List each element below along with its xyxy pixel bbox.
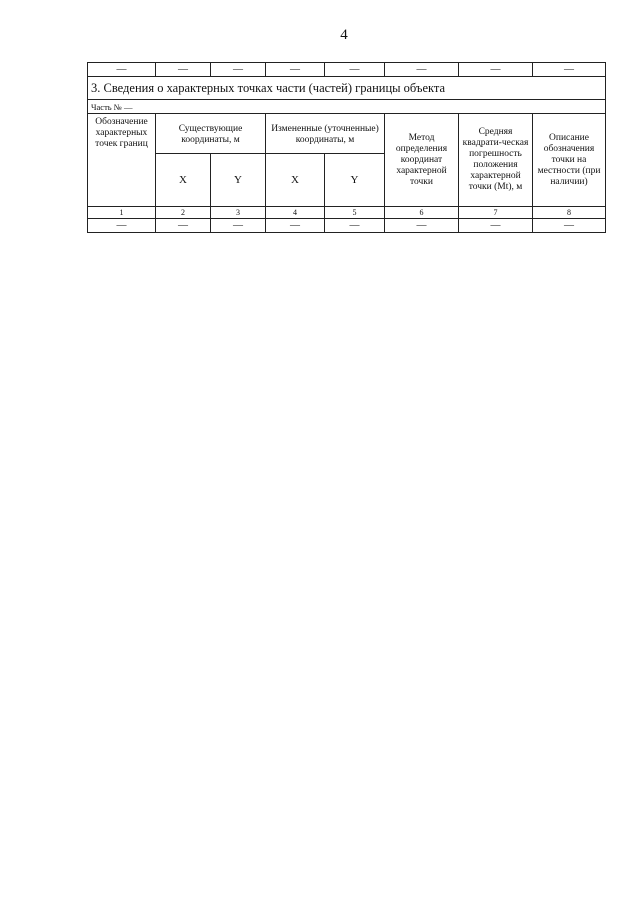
top-dash-row (88, 63, 606, 77)
header-changed-coords-text: Измененные (уточненные) координаты, м (271, 123, 379, 145)
characteristic-points-table (87, 62, 606, 233)
column-number: 5 (325, 207, 385, 219)
column-number: 7 (459, 207, 533, 219)
bottom-dash-cell: — (459, 219, 533, 233)
header-existing-coords-text: Существующие координаты, м (178, 123, 243, 145)
bottom-dash-cell: — (156, 219, 211, 233)
column-number: 4 (266, 207, 325, 219)
top-dash-cell: — (211, 63, 266, 77)
section-title-row (88, 77, 606, 100)
column-number: 3 (211, 207, 266, 219)
part-label: Часть № — (88, 100, 606, 114)
header-existing-x: X (156, 154, 211, 207)
header-accuracy (459, 114, 533, 207)
bottom-dash-cell: — (88, 219, 156, 233)
header-accuracy-text: Средняя квадрати-ческая погрешность положения характерной точки (Mt), м (462, 127, 529, 192)
column-number: 1 (88, 207, 156, 219)
part-row (88, 100, 606, 114)
bottom-dash-cell: — (533, 219, 606, 233)
section-title: 3. Сведения о характерных точках части (частей) границы объекта (88, 77, 606, 100)
bottom-dash-cell: — (385, 219, 459, 233)
bottom-dash-cell: — (325, 219, 385, 233)
header-changed-x: X (266, 154, 325, 207)
column-number: 8 (533, 207, 606, 219)
header-method-text: Метод определения координат характерной точки (395, 132, 448, 187)
header-method (385, 114, 459, 207)
top-dash-cell: — (88, 63, 156, 77)
header-changed-coords (266, 114, 385, 154)
bottom-dash-cell: — (266, 219, 325, 233)
column-number: 6 (385, 207, 459, 219)
top-dash-cell: — (459, 63, 533, 77)
header-existing-coords (156, 114, 266, 154)
page-number: 4 (340, 27, 348, 43)
bottom-dash-cell: — (211, 219, 266, 233)
top-dash-cell: — (385, 63, 459, 77)
header-existing-y: Y (211, 154, 266, 207)
header-row-main (88, 114, 606, 154)
header-point-designation-text: Обозначение характерных точек границ (95, 117, 148, 149)
bottom-dash-row (88, 219, 606, 233)
header-description (533, 114, 606, 207)
header-description-text: Описание обозначения точки на местности (при наличии) (537, 132, 601, 187)
top-dash-cell: — (325, 63, 385, 77)
header-changed-y: Y (325, 154, 385, 207)
top-dash-cell: — (533, 63, 606, 77)
column-number-row (88, 207, 606, 219)
header-point-designation (88, 114, 156, 207)
column-number: 2 (156, 207, 211, 219)
top-dash-cell: — (156, 63, 211, 77)
top-dash-cell: — (266, 63, 325, 77)
